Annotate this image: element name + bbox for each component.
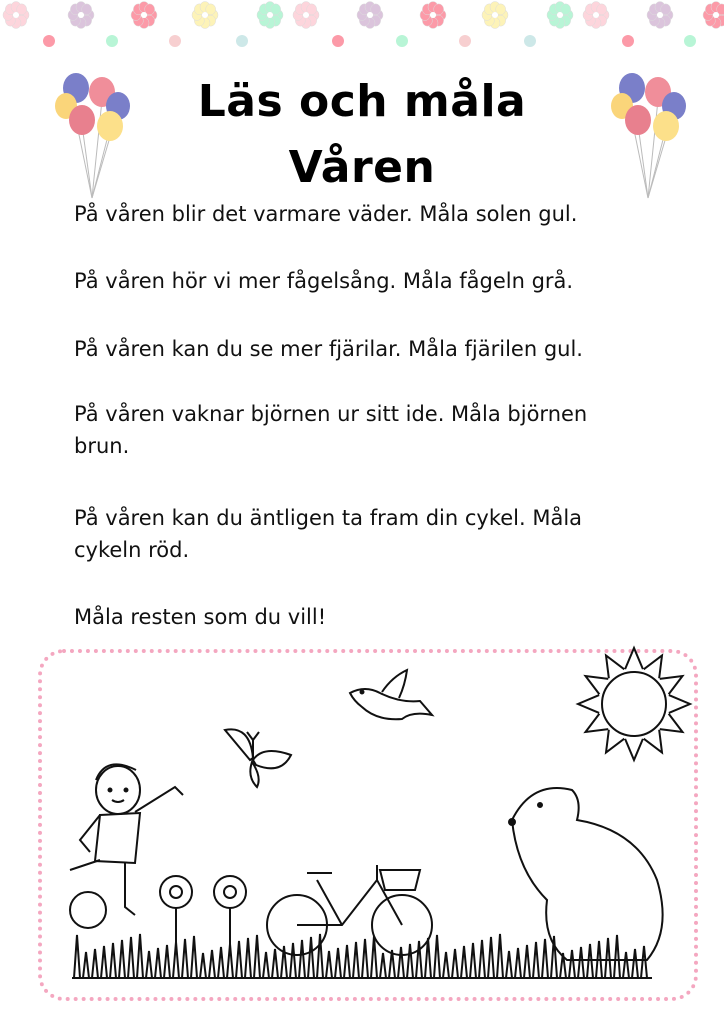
sentence-bike: På våren kan du äntligen ta fram din cykel. Måla cykeln röd.: [74, 506, 583, 562]
sentence-bird: På våren hör vi mer fågelsång. Måla fågeln grå.: [74, 269, 574, 293]
ball-icon: [70, 892, 106, 928]
sentence-sun: På våren blir det varmare väder. Måla solen gul.: [74, 202, 578, 226]
grass-icon: [72, 934, 652, 978]
sentence-bear: På våren vaknar björnen ur sitt ide. Måla björnen brun.: [74, 402, 588, 458]
bear-icon: [509, 788, 663, 960]
flower-drawing-2: [214, 876, 246, 948]
page-subtitle: Våren: [288, 142, 436, 193]
butterfly-icon: [225, 729, 291, 787]
sentence-free: Måla resten som du vill!: [74, 605, 327, 629]
page-title: Läs och måla: [197, 76, 527, 127]
sun-icon: [578, 648, 690, 760]
bicycle-icon: [267, 865, 432, 955]
sentence-butterfly: På våren kan du se mer fjärilar. Måla fjärilen gul.: [74, 337, 583, 361]
bird-icon: [350, 670, 432, 719]
flower-drawing-1: [160, 876, 192, 948]
